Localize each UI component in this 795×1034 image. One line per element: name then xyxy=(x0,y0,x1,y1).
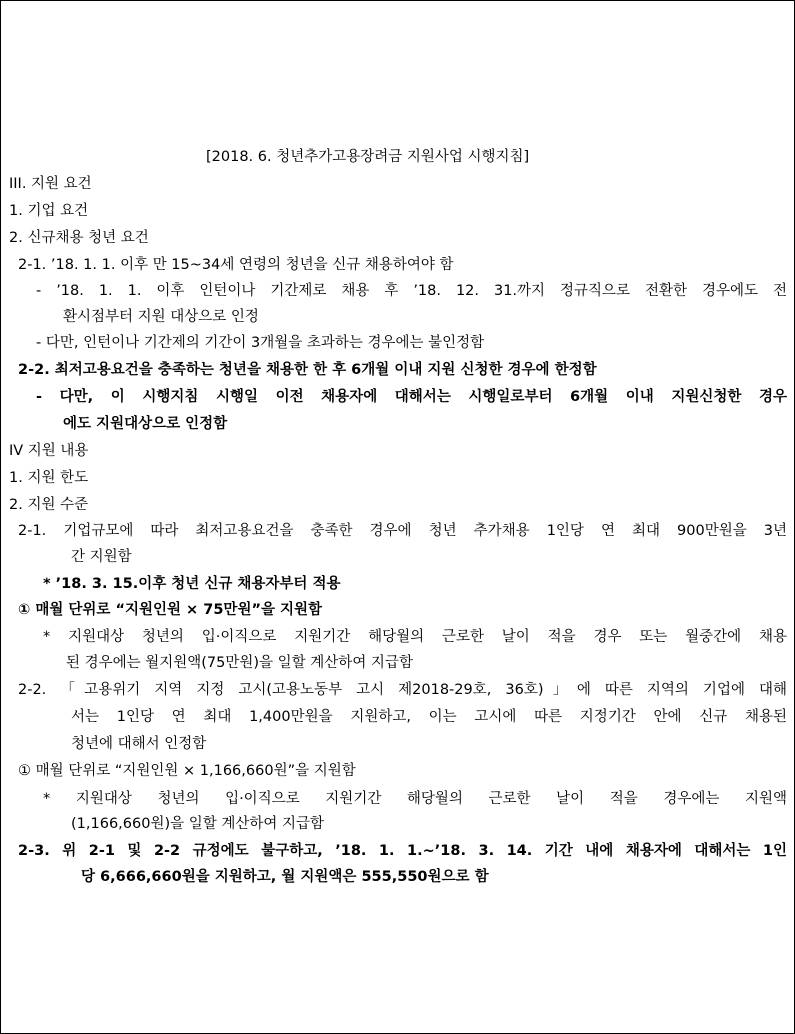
clause-continuation: 간 지원함 xyxy=(71,549,132,565)
bullet-line: - ’18. 1. 1. 이후 인턴이나 기간제로 채용 후 ’18. 12. 31.까지 정규직으로 전환한 경우에도 전 xyxy=(36,283,787,299)
clause-continuation: 청년에 대해서 인정함 xyxy=(71,736,207,752)
clause-continuation-bold: 당 6,666,660원을 지원하고, 월 지원액은 555,550원으로 함 xyxy=(81,869,489,885)
section-heading: III. 지원 요건 xyxy=(9,176,92,192)
note-continuation: 된 경우에는 월지원액(75만원)을 일할 계산하여 지급함 xyxy=(66,655,413,671)
subsection-heading: 2. 지원 수준 xyxy=(9,497,89,513)
clause: 2-1. ’18. 1. 1. 이후 만 15~34세 연령의 청년을 신규 채용하여야 함 xyxy=(18,257,454,273)
document-title: [2018. 6. 청년추가고용장려금 지원사업 시행지침] xyxy=(206,149,530,165)
bullet-line: - 다만, 인턴이나 기간제의 기간이 3개월을 초과하는 경우에는 불인정함 xyxy=(36,335,485,351)
note-continuation: (1,166,660원)을 일할 계산하여 지급함 xyxy=(71,816,325,832)
clause-continuation: 서는 1인당 연 최대 1,400만원을 지원하고, 이는 고시에 따른 지정기간 안에 신규 채용된 xyxy=(71,709,787,725)
subsection-heading: 2. 신규채용 청년 요건 xyxy=(9,230,149,246)
bullet-line-bold: - 다만, 이 시행지침 시행일 이전 채용자에 대해서는 시행일로부터 6개월 이내 지원신청한 경우 xyxy=(36,389,787,405)
note-bold: * ’18. 3. 15.이후 청년 신규 채용자부터 적용 xyxy=(43,576,341,592)
bullet-continuation-bold: 에도 지원대상으로 인정함 xyxy=(63,416,228,432)
numbered-item: ① 매월 단위로 “지원인원 × 1,166,660원”을 지원함 xyxy=(18,763,356,779)
clause: 2-1. 기업규모에 따라 최저고용요건을 충족한 경우에 청년 추가채용 1인당 연 최대 900만원을 3년 xyxy=(18,523,787,539)
subsection-heading: 1. 기업 요건 xyxy=(9,203,89,219)
bullet-continuation: 환시점부터 지원 대상으로 인정 xyxy=(63,309,259,325)
section-heading: IV 지원 내용 xyxy=(9,443,89,459)
clause-bold: 2-3. 위 2-1 및 2-2 규정에도 불구하고, ’18. 1. 1.~’18. 3. 14. 기간 내에 채용자에 대해서는 1인 xyxy=(18,843,787,859)
subsection-heading: 1. 지원 한도 xyxy=(9,470,89,486)
numbered-item-bold: ① 매월 단위로 “지원인원 × 75만원”을 지원함 xyxy=(18,602,323,618)
clause-bold: 2-2. 최저고용요건을 충족하는 청년을 채용한 한 후 6개월 이내 지원 신청한 경우에 한정함 xyxy=(18,362,597,378)
clause: 2-2. 「고용위기 지역 지정 고시(고용노동부 고시 제2018-29호, 36호)」에 따른 지역의 기업에 대해 xyxy=(18,682,787,698)
note-line: * 지원대상 청년의 입·이직으로 지원기간 해당월의 근로한 날이 적을 경우 또는 월중간에 채용 xyxy=(43,629,787,645)
note-line: * 지원대상 청년의 입·이직으로 지원기간 해당월의 근로한 날이 적을 경우에는 지원액 xyxy=(43,791,787,807)
